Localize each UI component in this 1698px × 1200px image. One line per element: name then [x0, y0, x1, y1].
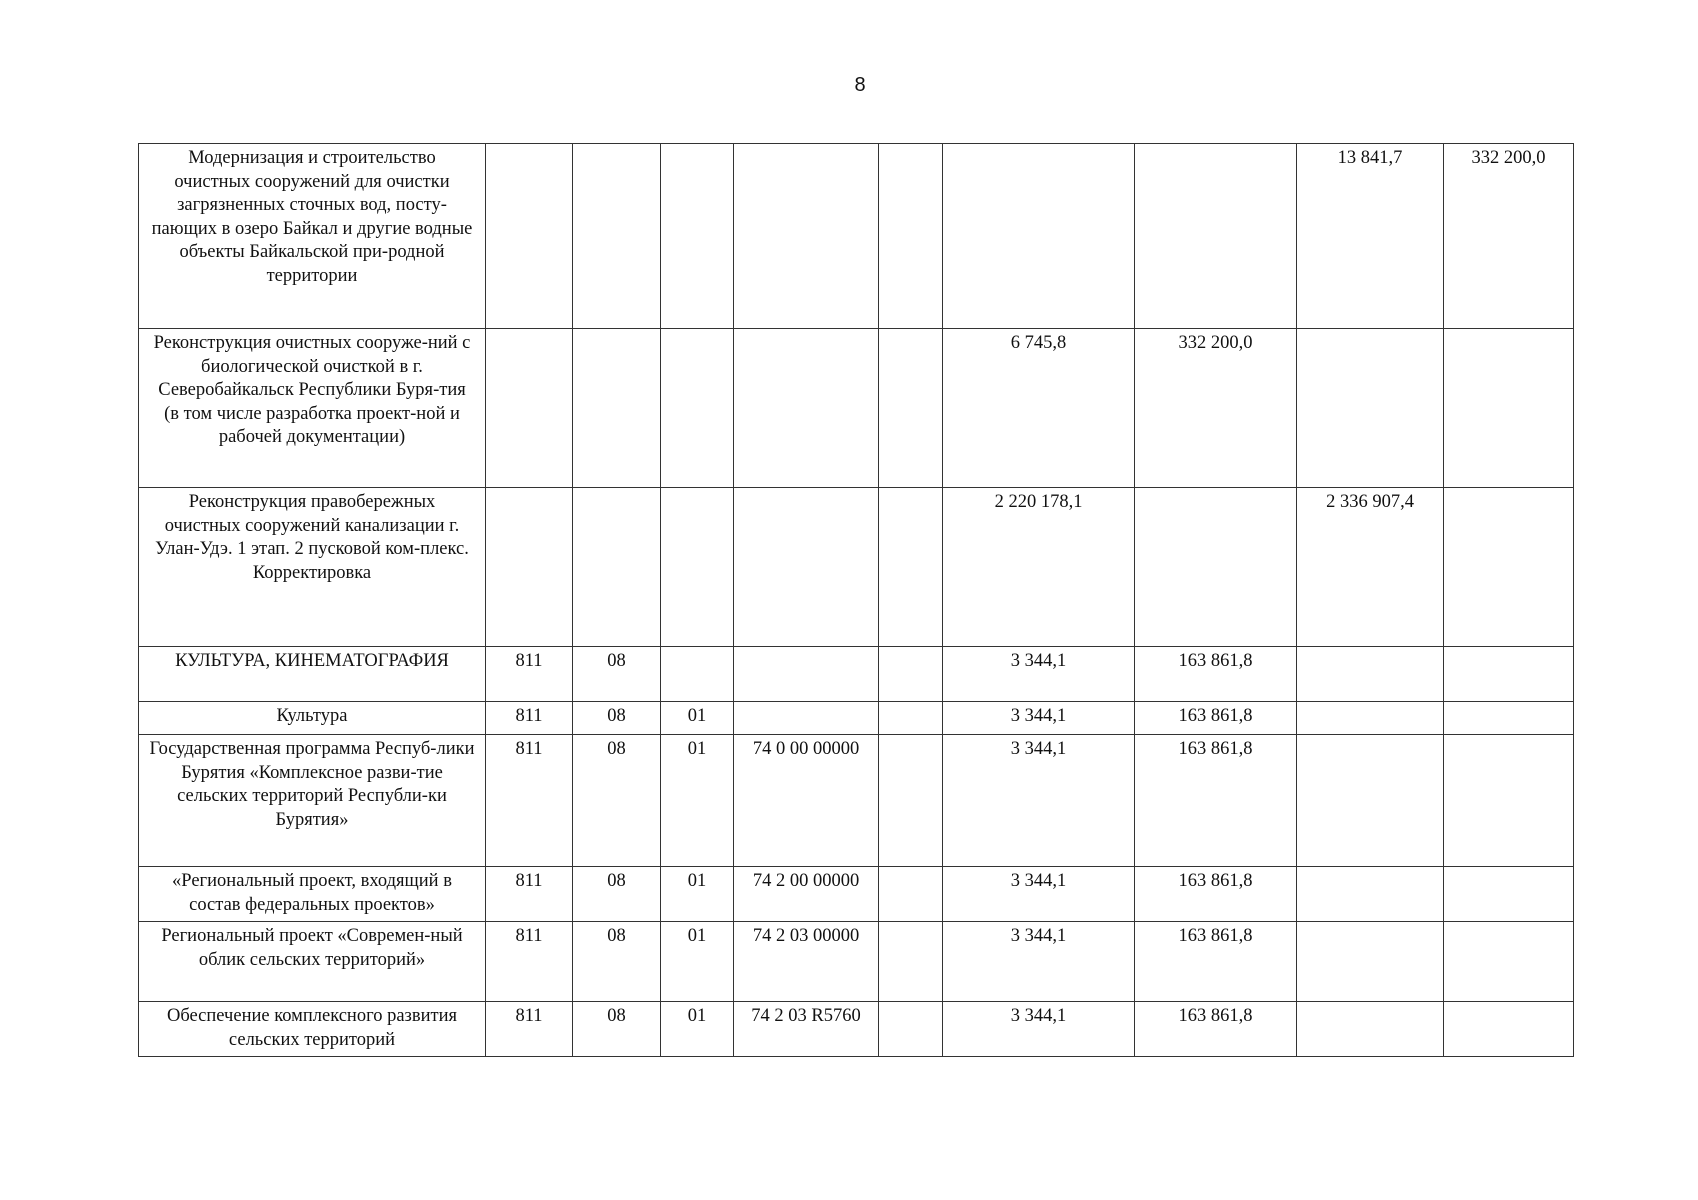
amount-col-2-cell: 163 861,8 — [1135, 647, 1297, 702]
expense-type-cell — [879, 1002, 943, 1057]
subsection-code-cell — [661, 488, 734, 647]
target-article-cell — [734, 488, 879, 647]
section-code-cell: 08 — [573, 867, 661, 922]
target-article-cell — [734, 702, 879, 735]
subsection-code-cell: 01 — [661, 922, 734, 1002]
amount-col-3-cell — [1297, 1002, 1444, 1057]
amount-col-4-cell — [1444, 735, 1574, 867]
table-row — [139, 735, 1574, 867]
amount-col-4-cell: 332 200,0 — [1444, 144, 1574, 329]
amount-col-3-cell — [1297, 329, 1444, 488]
row-name-cell: «Региональный проект, входящий в состав федеральных проектов» — [139, 867, 486, 922]
section-code-cell: 08 — [573, 922, 661, 1002]
amount-col-1-cell: 3 344,1 — [943, 735, 1135, 867]
subsection-code-cell: 01 — [661, 867, 734, 922]
table-row — [139, 702, 1574, 735]
amount-col-1-cell: 3 344,1 — [943, 1002, 1135, 1057]
subsection-code-cell: 01 — [661, 735, 734, 867]
amount-col-2-cell — [1135, 488, 1297, 647]
expense-type-cell — [879, 735, 943, 867]
amount-col-3-cell — [1297, 922, 1444, 1002]
budget-table — [138, 143, 1574, 1057]
row-name-cell: Модернизация и строительство очистных сооружений для очистки загрязненных сточных вод, посту-пающих в озеро Байкал и другие водные объекты Байкальской при-родной территории — [139, 144, 486, 329]
row-name-cell: Культура — [139, 702, 486, 735]
section-code-cell: 08 — [573, 735, 661, 867]
admin-code-cell — [486, 144, 573, 329]
amount-col-2-cell: 163 861,8 — [1135, 735, 1297, 867]
amount-col-3-cell: 13 841,7 — [1297, 144, 1444, 329]
table-row — [139, 488, 1574, 647]
section-code-cell: 08 — [573, 702, 661, 735]
amount-col-1-cell: 6 745,8 — [943, 329, 1135, 488]
expense-type-cell — [879, 488, 943, 647]
table-row — [139, 144, 1574, 329]
table-row — [139, 647, 1574, 702]
amount-col-2-cell: 332 200,0 — [1135, 329, 1297, 488]
expense-type-cell — [879, 867, 943, 922]
section-code-cell — [573, 144, 661, 329]
subsection-code-cell: 01 — [661, 1002, 734, 1057]
expense-type-cell — [879, 922, 943, 1002]
expense-type-cell — [879, 144, 943, 329]
amount-col-1-cell — [943, 144, 1135, 329]
target-article-cell — [734, 144, 879, 329]
target-article-cell: 74 0 00 00000 — [734, 735, 879, 867]
table-row — [139, 867, 1574, 922]
amount-col-4-cell — [1444, 329, 1574, 488]
amount-col-1-cell: 2 220 178,1 — [943, 488, 1135, 647]
row-name-cell: Государственная программа Респуб-лики Бурятия «Комплексное разви-тие сельских территорий Республи-ки Бурятия» — [139, 735, 486, 867]
admin-code-cell: 811 — [486, 735, 573, 867]
amount-col-2-cell: 163 861,8 — [1135, 702, 1297, 735]
amount-col-4-cell — [1444, 647, 1574, 702]
amount-col-4-cell — [1444, 702, 1574, 735]
subsection-code-cell — [661, 329, 734, 488]
amount-col-2-cell: 163 861,8 — [1135, 1002, 1297, 1057]
amount-col-4-cell — [1444, 922, 1574, 1002]
expense-type-cell — [879, 702, 943, 735]
amount-col-1-cell: 3 344,1 — [943, 647, 1135, 702]
row-name-cell: Реконструкция правобережных очистных сооружений канализации г. Улан-Удэ. 1 этап. 2 пусковой ком-плекс. Корректировка — [139, 488, 486, 647]
admin-code-cell: 811 — [486, 922, 573, 1002]
table-row — [139, 1002, 1574, 1057]
page-number: 8 — [854, 74, 866, 96]
amount-col-3-cell — [1297, 735, 1444, 867]
section-code-cell — [573, 329, 661, 488]
amount-col-2-cell: 163 861,8 — [1135, 922, 1297, 1002]
table-row — [139, 329, 1574, 488]
row-name-cell: КУЛЬТУРА, КИНЕМАТОГРАФИЯ — [139, 647, 486, 702]
target-article-cell: 74 2 03 R5760 — [734, 1002, 879, 1057]
amount-col-2-cell — [1135, 144, 1297, 329]
amount-col-3-cell: 2 336 907,4 — [1297, 488, 1444, 647]
target-article-cell — [734, 329, 879, 488]
row-name-cell: Региональный проект «Современ-ный облик сельских территорий» — [139, 922, 486, 1002]
amount-col-3-cell — [1297, 702, 1444, 735]
amount-col-3-cell — [1297, 647, 1444, 702]
section-code-cell — [573, 488, 661, 647]
section-code-cell: 08 — [573, 1002, 661, 1057]
target-article-cell: 74 2 00 00000 — [734, 867, 879, 922]
expense-type-cell — [879, 647, 943, 702]
amount-col-1-cell: 3 344,1 — [943, 867, 1135, 922]
amount-col-4-cell — [1444, 867, 1574, 922]
table-row — [139, 922, 1574, 1002]
row-name-cell: Обеспечение комплексного развития сельских территорий — [139, 1002, 486, 1057]
amount-col-3-cell — [1297, 867, 1444, 922]
admin-code-cell: 811 — [486, 867, 573, 922]
target-article-cell — [734, 647, 879, 702]
expense-type-cell — [879, 329, 943, 488]
amount-col-1-cell: 3 344,1 — [943, 702, 1135, 735]
target-article-cell: 74 2 03 00000 — [734, 922, 879, 1002]
admin-code-cell: 811 — [486, 647, 573, 702]
subsection-code-cell — [661, 647, 734, 702]
admin-code-cell: 811 — [486, 702, 573, 735]
subsection-code-cell — [661, 144, 734, 329]
amount-col-4-cell — [1444, 1002, 1574, 1057]
amount-col-4-cell — [1444, 488, 1574, 647]
admin-code-cell — [486, 329, 573, 488]
section-code-cell: 08 — [573, 647, 661, 702]
subsection-code-cell: 01 — [661, 702, 734, 735]
amount-col-2-cell: 163 861,8 — [1135, 867, 1297, 922]
row-name-cell: Реконструкция очистных сооруже-ний с биологической очисткой в г. Северобайкальск Республики Буря-тия (в том числе разработка проект-ной и рабочей документации) — [139, 329, 486, 488]
admin-code-cell: 811 — [486, 1002, 573, 1057]
amount-col-1-cell: 3 344,1 — [943, 922, 1135, 1002]
admin-code-cell — [486, 488, 573, 647]
